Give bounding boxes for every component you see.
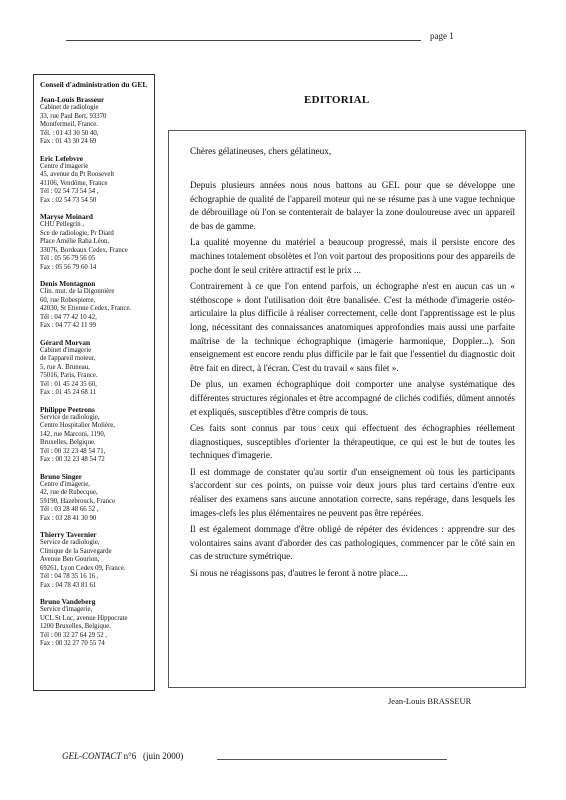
member-address-line: Place Amélie Raba Léon, [40, 238, 110, 245]
sidebar-title: Conseil d'administration du GEL [40, 80, 148, 89]
salutation: Chères gélatineuses, chers gélatineux, [190, 147, 332, 157]
author-signature: Jean-Louis BRASSEUR [388, 696, 472, 706]
member-address-line: Centre d'imagerie [40, 162, 89, 170]
header-rule [66, 40, 421, 41]
member-address-line: 33, rue Paul Bert, 93370 [40, 112, 107, 120]
member-address-line: Fax : 05 56 79 60 14 [40, 263, 97, 271]
paragraph: Il est dommage de constater qu'au sortir d'un enseignement où tous les participants s'accordent sur ces points, on puisse voir deux jours plus tard certains d'entre eux réaliser des examens sans aucune annotation correcte, sans repérage, dans lesquels les images-clefs les plus élémentaires ne peuvent pas être repérées. [190, 466, 515, 518]
editorial-title: EDITORIAL [304, 94, 370, 106]
paragraph: Depuis plusieurs années nous nous battons au GEL pour que se développe une échographie de qualité de l'appareil moteur qui ne se résume pas à une vague technique de débrouillage où l'on se contenterait de balayer la zone douloureuse avec un appareil de bas de gamme. [190, 180, 515, 231]
member-name: Philippe Peetrons [40, 404, 95, 414]
member-name: Jean-Louis Brasseur [40, 95, 105, 104]
member-address-line: 142, rue Marconi, 1190, [40, 430, 106, 438]
paragraph: Il est également dommage d'être obligé de répéter des évidences : apprendre sur des volontaires sains avant d'aborder des cas pathologiques, commencer par le côté sain en cas de structure symétrique. [190, 524, 515, 562]
member-address-line: Tél : 01 45 24 35 60, [40, 380, 97, 388]
member-address-line: Fax : 00 32 27 70 55 74 [40, 640, 105, 647]
board-member [40, 338, 148, 398]
member-address-line: Tél : 04 78 35 16 16 , [40, 573, 99, 580]
board-member [40, 154, 148, 206]
member-address-line: CHU Pellegrin , [40, 221, 84, 228]
paragraph: Si nous ne réagissons pas, d'autres le feront à notre place.... [190, 568, 408, 579]
member-name: Gérard Morvan [40, 337, 91, 347]
member-address-line: Clinique de la Sauvegarde [40, 547, 112, 555]
board-member [40, 279, 148, 331]
member-name: Bruno Vandeberg [40, 597, 96, 606]
member-address-line: 41106, Vendôme, France [40, 179, 108, 187]
member-name: Thierry Tavernier [40, 530, 97, 539]
member-address-line: Service de radiologie, [40, 539, 100, 546]
paragraph: La qualité moyenne du matériel a beaucoup progressé, mais il persiste encore des machines totalement obsolètes et l'on voit partout des propositions pour des appareils de poche dont le seul critère attractif est le prix ... [190, 237, 515, 275]
member-address-line: Tél : 02 54 73 54 54 , [40, 188, 99, 195]
member-address-line: 42, rue de Rubecque, [40, 489, 98, 496]
member-address-line: 42030, St Etienne Cedex, France. [40, 305, 132, 312]
member-address-line: Centre Hospitalier Molière, [40, 422, 115, 429]
board-member [40, 597, 148, 649]
board-member [40, 95, 148, 147]
member-address-line: 45, avenue du Pt Roosevelt [40, 171, 115, 178]
member-address-line: Fax : 04 77 42 11 99 [40, 322, 97, 329]
member-address-line: Cabinet d'imagerie [40, 346, 92, 354]
member-name: Bruno Singer [40, 471, 82, 481]
member-address-line: 59190, Hazebrouck, France [40, 497, 116, 505]
page-number: page 1 [430, 31, 454, 41]
member-address-line: 60, rue Robespierre, [40, 296, 96, 304]
member-address-line: 1200 Bruxelles, Belgique. [40, 623, 111, 630]
member-address-line: Service d'imagerie, [40, 606, 93, 613]
paragraph: De plus, un examen échographique doit comporter une analyse systématique des différentes structures régionales et être accompagné de clichés codifiés, dûment annotés et expliqués, susceptibles d'être compris de tous. [190, 379, 515, 417]
issue-date: (juin 2000) [142, 751, 184, 761]
member-address-line: Montfermeil, France. [40, 121, 98, 128]
member-address-line: UCL St Luc, avenue Hippocrate [40, 614, 128, 622]
member-address-line: Fax : 01 45 24 68 11 [40, 389, 97, 396]
member-address-line: Fax : 00 32 23 48 54 72 [40, 456, 105, 463]
board-member [40, 472, 148, 524]
member-address-line: Centre d'imagerie, [40, 480, 90, 488]
member-address-line: Tél : 03 28 48 66 52 , [40, 506, 99, 513]
member-address-line: Clin. mut. de la Digonnière [40, 288, 115, 295]
member-address-line: Service de radiologie, [40, 413, 100, 421]
member-address-line: de l'appareil moteur, [40, 355, 96, 362]
member-address-line: 33076, Bordeaux Cedex, France [40, 246, 128, 254]
member-address-line: Fax : 04 78 43 81 61 [40, 581, 97, 589]
member-address-line: Tél : 00 32 27 64 29 52 , [40, 631, 108, 639]
member-address-line: Tél : 05 56 79 56 05 [40, 255, 96, 262]
issue-number: n°6 [123, 751, 137, 761]
member-name: Maryse Moinard [40, 212, 93, 221]
member-address-line: Cabinet de radiologie [40, 104, 99, 111]
footer-rule [217, 759, 447, 760]
member-address-line: Tél : 00 32 23 48 54 71, [40, 447, 106, 455]
member-address-line: 5, rue A. Bruneau, [40, 363, 90, 371]
member-address-line: Sce de radiologie, Pr Diard [40, 229, 114, 237]
member-address-line: Bruxelles, Belgique. [40, 439, 96, 446]
member-address-line: Tél. : 01 43 30 50 40, [40, 129, 99, 137]
editorial-body [168, 130, 526, 688]
member-list [40, 95, 148, 649]
member-name: Eric Lefebvre [40, 153, 84, 163]
member-address-line: Fax : 02 54 73 54 50 [40, 196, 97, 204]
board-member [40, 212, 148, 272]
paragraph: Contrairement à ce que l'on entend parfois, un échographe n'est en aucun cas un « stéthoscope » dont l'utilisation doit être banalisée. C'est la méthode d'imagerie ostéo-articulaire la plus difficile à réaliser correctement, celle dont l'apprentissage est le plus long, nécessitant des connaissances anatomiques approfondies mais aussi une parfaite maîtrise de la technique échographique (imagerie harmonique, Doppler...). Son enseignement est encore rendu plus difficile par le fait que l'essentiel du diagnostic doit être fait en direct, à l'écran. C'est du travail « sans filet ». [190, 281, 515, 373]
member-address-line: 75016, Paris, France. [40, 372, 98, 379]
member-address-line: Avenue Ben Gourion, [40, 556, 100, 563]
board-sidebar [33, 74, 155, 691]
paragraph: Ces faits sont connus par tous ceux qui effectuent des échographies réellement diagnostiques, susceptibles d'orienter la thérapeutique, ce qui est le but de toutes les techniques d'imagerie. [190, 423, 515, 461]
member-address-line: 69261, Lyon Cedex 09, France. [40, 564, 126, 572]
member-name: Denis Montagnon [40, 279, 96, 288]
footer-citation [62, 751, 183, 761]
member-address-line: Fax : 01 43 30 24 69 [40, 138, 97, 145]
board-member [40, 405, 148, 465]
journal-name: GEL-CONTACT [62, 751, 122, 761]
member-address-line: Fax : 03 28 41 30 90 [40, 514, 97, 522]
board-member [40, 530, 148, 590]
member-address-line: Tél : 04 77 42 10 42, [40, 313, 97, 321]
